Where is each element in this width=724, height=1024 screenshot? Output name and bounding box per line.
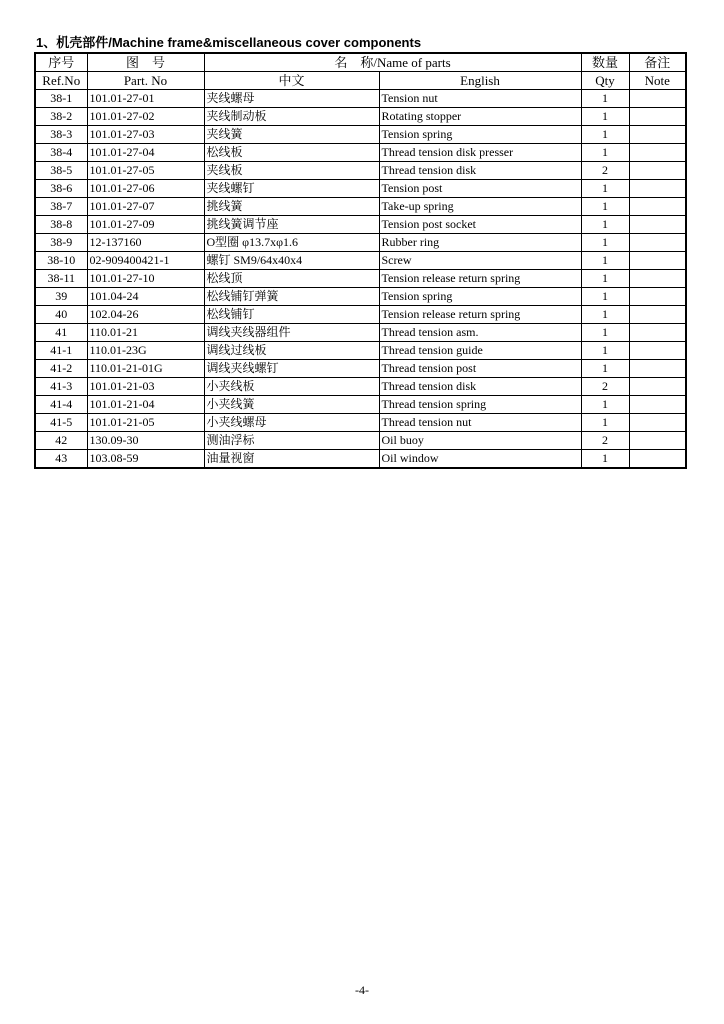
cell-part-no: 12-137160 [87, 234, 204, 252]
table-row [35, 450, 686, 469]
cell-name-chinese: 夹线螺母 [204, 90, 379, 108]
cell-note [629, 90, 686, 108]
header-note-cn: 备注 [629, 53, 686, 72]
cell-ref-no: 41-2 [35, 360, 87, 378]
cell-name-chinese: 松线板 [204, 144, 379, 162]
cell-name-english: Thread tension disk [379, 162, 581, 180]
table-row [35, 306, 686, 324]
table-row [35, 234, 686, 252]
cell-qty: 2 [581, 378, 629, 396]
cell-name-english: Thread tension nut [379, 414, 581, 432]
cell-ref-no: 38-2 [35, 108, 87, 126]
cell-name-chinese: 夹线簧 [204, 126, 379, 144]
cell-note [629, 234, 686, 252]
cell-qty: 1 [581, 360, 629, 378]
cell-name-chinese: 松线铺钉弹簧 [204, 288, 379, 306]
cell-qty: 1 [581, 198, 629, 216]
cell-ref-no: 38-11 [35, 270, 87, 288]
cell-name-chinese: 小夹线簧 [204, 396, 379, 414]
cell-qty: 1 [581, 234, 629, 252]
cell-name-english: Tension nut [379, 90, 581, 108]
cell-part-no: 101.01-27-06 [87, 180, 204, 198]
cell-note [629, 342, 686, 360]
cell-name-english: Take-up spring [379, 198, 581, 216]
cell-qty: 1 [581, 108, 629, 126]
cell-qty: 1 [581, 288, 629, 306]
cell-part-no: 101.04-24 [87, 288, 204, 306]
cell-note [629, 360, 686, 378]
cell-name-english: Screw [379, 252, 581, 270]
cell-qty: 1 [581, 450, 629, 469]
table-row [35, 360, 686, 378]
cell-part-no: 101.01-27-03 [87, 126, 204, 144]
cell-name-chinese: 松线铺钉 [204, 306, 379, 324]
cell-note [629, 252, 686, 270]
cell-ref-no: 38-6 [35, 180, 87, 198]
header-row-1 [35, 53, 686, 72]
cell-name-english: Tension post [379, 180, 581, 198]
cell-part-no: 101.01-21-03 [87, 378, 204, 396]
cell-ref-no: 41-3 [35, 378, 87, 396]
cell-note [629, 180, 686, 198]
cell-part-no: 101.01-27-04 [87, 144, 204, 162]
table-row [35, 90, 686, 108]
header-english: English [379, 72, 581, 90]
cell-qty: 1 [581, 342, 629, 360]
cell-part-no: 102.04-26 [87, 306, 204, 324]
cell-name-english: Thread tension disk [379, 378, 581, 396]
table-row [35, 270, 686, 288]
header-part-en: Part. No [87, 72, 204, 90]
cell-name-chinese: 夹线螺钉 [204, 180, 379, 198]
header-qty-en: Qty [581, 72, 629, 90]
cell-name-english: Tension release return spring [379, 270, 581, 288]
cell-name-english: Tension post socket [379, 216, 581, 234]
table-row [35, 180, 686, 198]
cell-note [629, 126, 686, 144]
cell-name-english: Thread tension guide [379, 342, 581, 360]
cell-note [629, 270, 686, 288]
table-row [35, 414, 686, 432]
cell-name-english: Oil buoy [379, 432, 581, 450]
cell-qty: 1 [581, 324, 629, 342]
header-qty-cn: 数量 [581, 53, 629, 72]
cell-part-no: 02-909400421-1 [87, 252, 204, 270]
table-row [35, 162, 686, 180]
cell-ref-no: 38-9 [35, 234, 87, 252]
cell-qty: 1 [581, 180, 629, 198]
cell-ref-no: 41 [35, 324, 87, 342]
cell-part-no: 101.01-27-05 [87, 162, 204, 180]
cell-name-chinese: 挑线簧 [204, 198, 379, 216]
cell-note [629, 288, 686, 306]
cell-part-no: 101.01-27-09 [87, 216, 204, 234]
parts-table-header [35, 53, 686, 90]
cell-name-chinese: 螺钉 SM9/64x40x4 [204, 252, 379, 270]
cell-name-english: Oil window [379, 450, 581, 469]
cell-name-chinese: 测油浮标 [204, 432, 379, 450]
cell-name-chinese: 调线夹线螺钉 [204, 360, 379, 378]
table-row [35, 324, 686, 342]
header-chinese: 中文 [204, 72, 379, 90]
cell-ref-no: 41-1 [35, 342, 87, 360]
cell-name-english: Tension spring [379, 126, 581, 144]
cell-ref-no: 40 [35, 306, 87, 324]
cell-qty: 1 [581, 396, 629, 414]
header-part-cn: 图 号 [87, 53, 204, 72]
cell-part-no: 110.01-21-01G [87, 360, 204, 378]
cell-name-english: Thread tension asm. [379, 324, 581, 342]
cell-name-english: Rotating stopper [379, 108, 581, 126]
cell-note [629, 432, 686, 450]
table-row [35, 108, 686, 126]
cell-ref-no: 38-5 [35, 162, 87, 180]
table-row [35, 288, 686, 306]
table-row [35, 144, 686, 162]
cell-part-no: 110.01-23G [87, 342, 204, 360]
cell-ref-no: 39 [35, 288, 87, 306]
cell-ref-no: 41-4 [35, 396, 87, 414]
cell-name-english: Tension release return spring [379, 306, 581, 324]
cell-part-no: 103.08-59 [87, 450, 204, 469]
table-row [35, 396, 686, 414]
cell-qty: 1 [581, 144, 629, 162]
cell-part-no: 130.09-30 [87, 432, 204, 450]
cell-name-chinese: 挑线簧调节座 [204, 216, 379, 234]
header-row-2 [35, 72, 686, 90]
cell-ref-no: 38-10 [35, 252, 87, 270]
cell-name-chinese: 小夹线板 [204, 378, 379, 396]
cell-ref-no: 38-3 [35, 126, 87, 144]
header-name-group: 名 称/Name of parts [204, 53, 581, 72]
page-number: -4- [355, 983, 369, 997]
cell-note [629, 414, 686, 432]
cell-note [629, 198, 686, 216]
table-row [35, 198, 686, 216]
header-ref-en: Ref.No [35, 72, 87, 90]
cell-part-no: 101.01-27-01 [87, 90, 204, 108]
cell-part-no: 101.01-27-02 [87, 108, 204, 126]
cell-qty: 1 [581, 414, 629, 432]
cell-ref-no: 41-5 [35, 414, 87, 432]
cell-qty: 2 [581, 432, 629, 450]
table-row [35, 432, 686, 450]
cell-note [629, 450, 686, 469]
cell-part-no: 101.01-21-04 [87, 396, 204, 414]
cell-qty: 1 [581, 126, 629, 144]
cell-name-chinese: 调线夹线器组件 [204, 324, 379, 342]
cell-part-no: 101.01-27-10 [87, 270, 204, 288]
cell-name-english: Thread tension disk presser [379, 144, 581, 162]
cell-note [629, 378, 686, 396]
parts-table [34, 52, 687, 469]
cell-qty: 1 [581, 252, 629, 270]
cell-note [629, 396, 686, 414]
cell-name-english: Rubber ring [379, 234, 581, 252]
cell-name-chinese: 油量视窗 [204, 450, 379, 469]
cell-note [629, 162, 686, 180]
table-row [35, 378, 686, 396]
table-row [35, 216, 686, 234]
cell-part-no: 101.01-27-07 [87, 198, 204, 216]
table-row [35, 126, 686, 144]
cell-ref-no: 43 [35, 450, 87, 469]
cell-part-no: 101.01-21-05 [87, 414, 204, 432]
cell-qty: 2 [581, 162, 629, 180]
cell-ref-no: 38-4 [35, 144, 87, 162]
header-ref-cn: 序号 [35, 53, 87, 72]
cell-name-chinese: 夹线板 [204, 162, 379, 180]
cell-name-chinese: 松线顶 [204, 270, 379, 288]
cell-qty: 1 [581, 90, 629, 108]
cell-note [629, 108, 686, 126]
cell-ref-no: 38-1 [35, 90, 87, 108]
cell-name-english: Thread tension post [379, 360, 581, 378]
cell-name-english: Thread tension spring [379, 396, 581, 414]
parts-table-body [35, 90, 686, 469]
cell-ref-no: 38-7 [35, 198, 87, 216]
cell-qty: 1 [581, 216, 629, 234]
cell-name-chinese: 夹线制动板 [204, 108, 379, 126]
cell-name-english: Tension spring [379, 288, 581, 306]
cell-note [629, 306, 686, 324]
header-note-en: Note [629, 72, 686, 90]
cell-qty: 1 [581, 306, 629, 324]
cell-ref-no: 42 [35, 432, 87, 450]
cell-name-chinese: 小夹线螺母 [204, 414, 379, 432]
cell-note [629, 324, 686, 342]
cell-ref-no: 38-8 [35, 216, 87, 234]
cell-name-chinese: 调线过线板 [204, 342, 379, 360]
cell-note [629, 144, 686, 162]
table-row [35, 342, 686, 360]
cell-part-no: 110.01-21 [87, 324, 204, 342]
cell-note [629, 216, 686, 234]
section-title: 1、机壳部件/Machine frame&miscellaneous cover components [36, 35, 422, 50]
table-row [35, 252, 686, 270]
cell-name-chinese: O型圈 φ13.7xφ1.6 [204, 234, 379, 252]
cell-qty: 1 [581, 270, 629, 288]
